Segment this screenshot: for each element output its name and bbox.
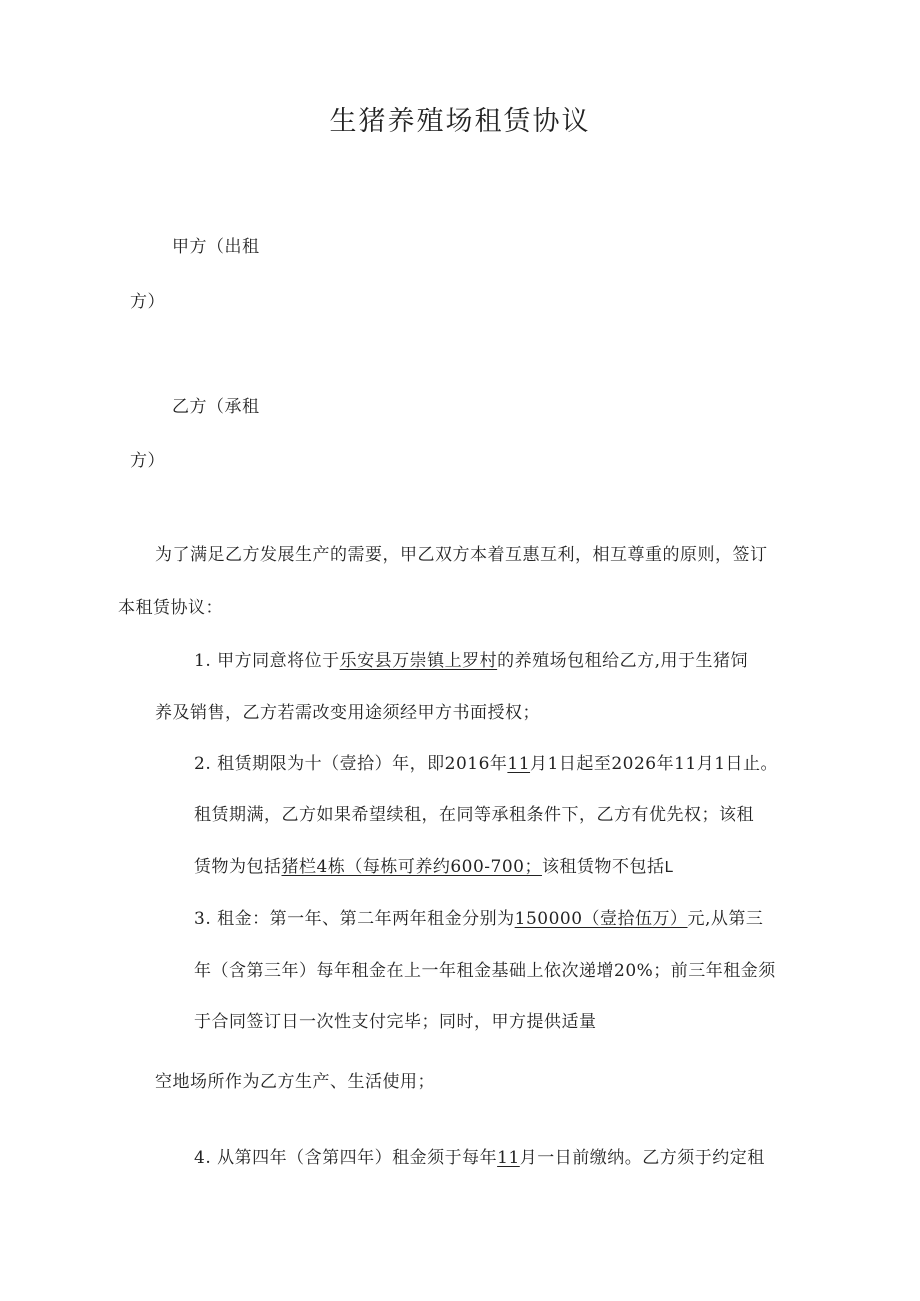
clause-4-text-a: 4. 从第四年（含第四年）租金须于每年 (194, 1148, 498, 1168)
clause-2-month: 11 (507, 754, 531, 774)
clause-2-tail-char: L (664, 858, 674, 876)
clause-2-text-c: 赁物为包括 (194, 857, 282, 877)
clause-2-pens: 猪栏4栋（每栋可养约600-700； (281, 857, 542, 877)
intro-paragraph-line-1: 为了满足乙方发展生产的需要，甲乙双方本着互惠互利，相互尊重的原则，签订 (155, 545, 768, 565)
clause-1-text-b: 的养殖场包租给乙方,用于生猪饲 (497, 651, 749, 671)
party-a-label-cont: 方） (130, 292, 165, 312)
clause-1-text-a: 1. 甲方同意将位于 (194, 651, 340, 671)
clause-3-line-3: 于合同签订日一次性支付完毕；同时，甲方提供适量 (194, 1012, 597, 1032)
clause-2-line-1 (194, 753, 778, 775)
clause-3-line-2: 年（含第三年）每年租金在上一年租金基础上依次递增20%；前三年租金须 (194, 961, 776, 981)
clause-2-text-d: 该租赁物不包括 (541, 857, 665, 877)
clause-2-line-3 (194, 856, 673, 878)
clause-4-text-b: 月一日前缴纳。乙方须于约定租 (519, 1148, 765, 1168)
party-b-label: 乙方（承租 (172, 397, 260, 417)
clause-2-line-2: 租赁期满，乙方如果希望续租，在同等承租条件下，乙方有优先权；该租 (194, 805, 754, 825)
clause-3-amount: 150000（壹拾伍万） (514, 909, 688, 929)
clause-1-line-1 (194, 650, 748, 672)
clause-2-text-b: 月1日起至2026年11月1日止。 (530, 754, 779, 774)
intro-paragraph-line-2: 本租赁协议： (118, 598, 223, 618)
party-a-label: 甲方（出租 (172, 237, 260, 257)
page-title: 生猪养殖场租赁协议 (329, 106, 591, 137)
clause-4-month: 11 (497, 1148, 520, 1168)
clause-3-line-1 (194, 908, 763, 930)
clause-4-line-1 (194, 1147, 765, 1169)
clause-2-text-a: 2. 租赁期限为十（壹拾）年，即2016年 (194, 754, 508, 774)
party-b-label-cont: 方） (130, 451, 165, 471)
clause-1-line-2: 养及销售，乙方若需改变用途须经甲方书面授权； (155, 703, 540, 723)
clause-3-line-4: 空地场所作为乙方生产、生活使用； (155, 1072, 435, 1092)
clause-3-text-b: 元,从第三 (687, 909, 764, 929)
clause-3-text-a: 3. 租金：第一年、第二年两年租金分别为 (194, 909, 515, 929)
clause-1-location: 乐安县万崇镇上罗村 (339, 651, 498, 671)
